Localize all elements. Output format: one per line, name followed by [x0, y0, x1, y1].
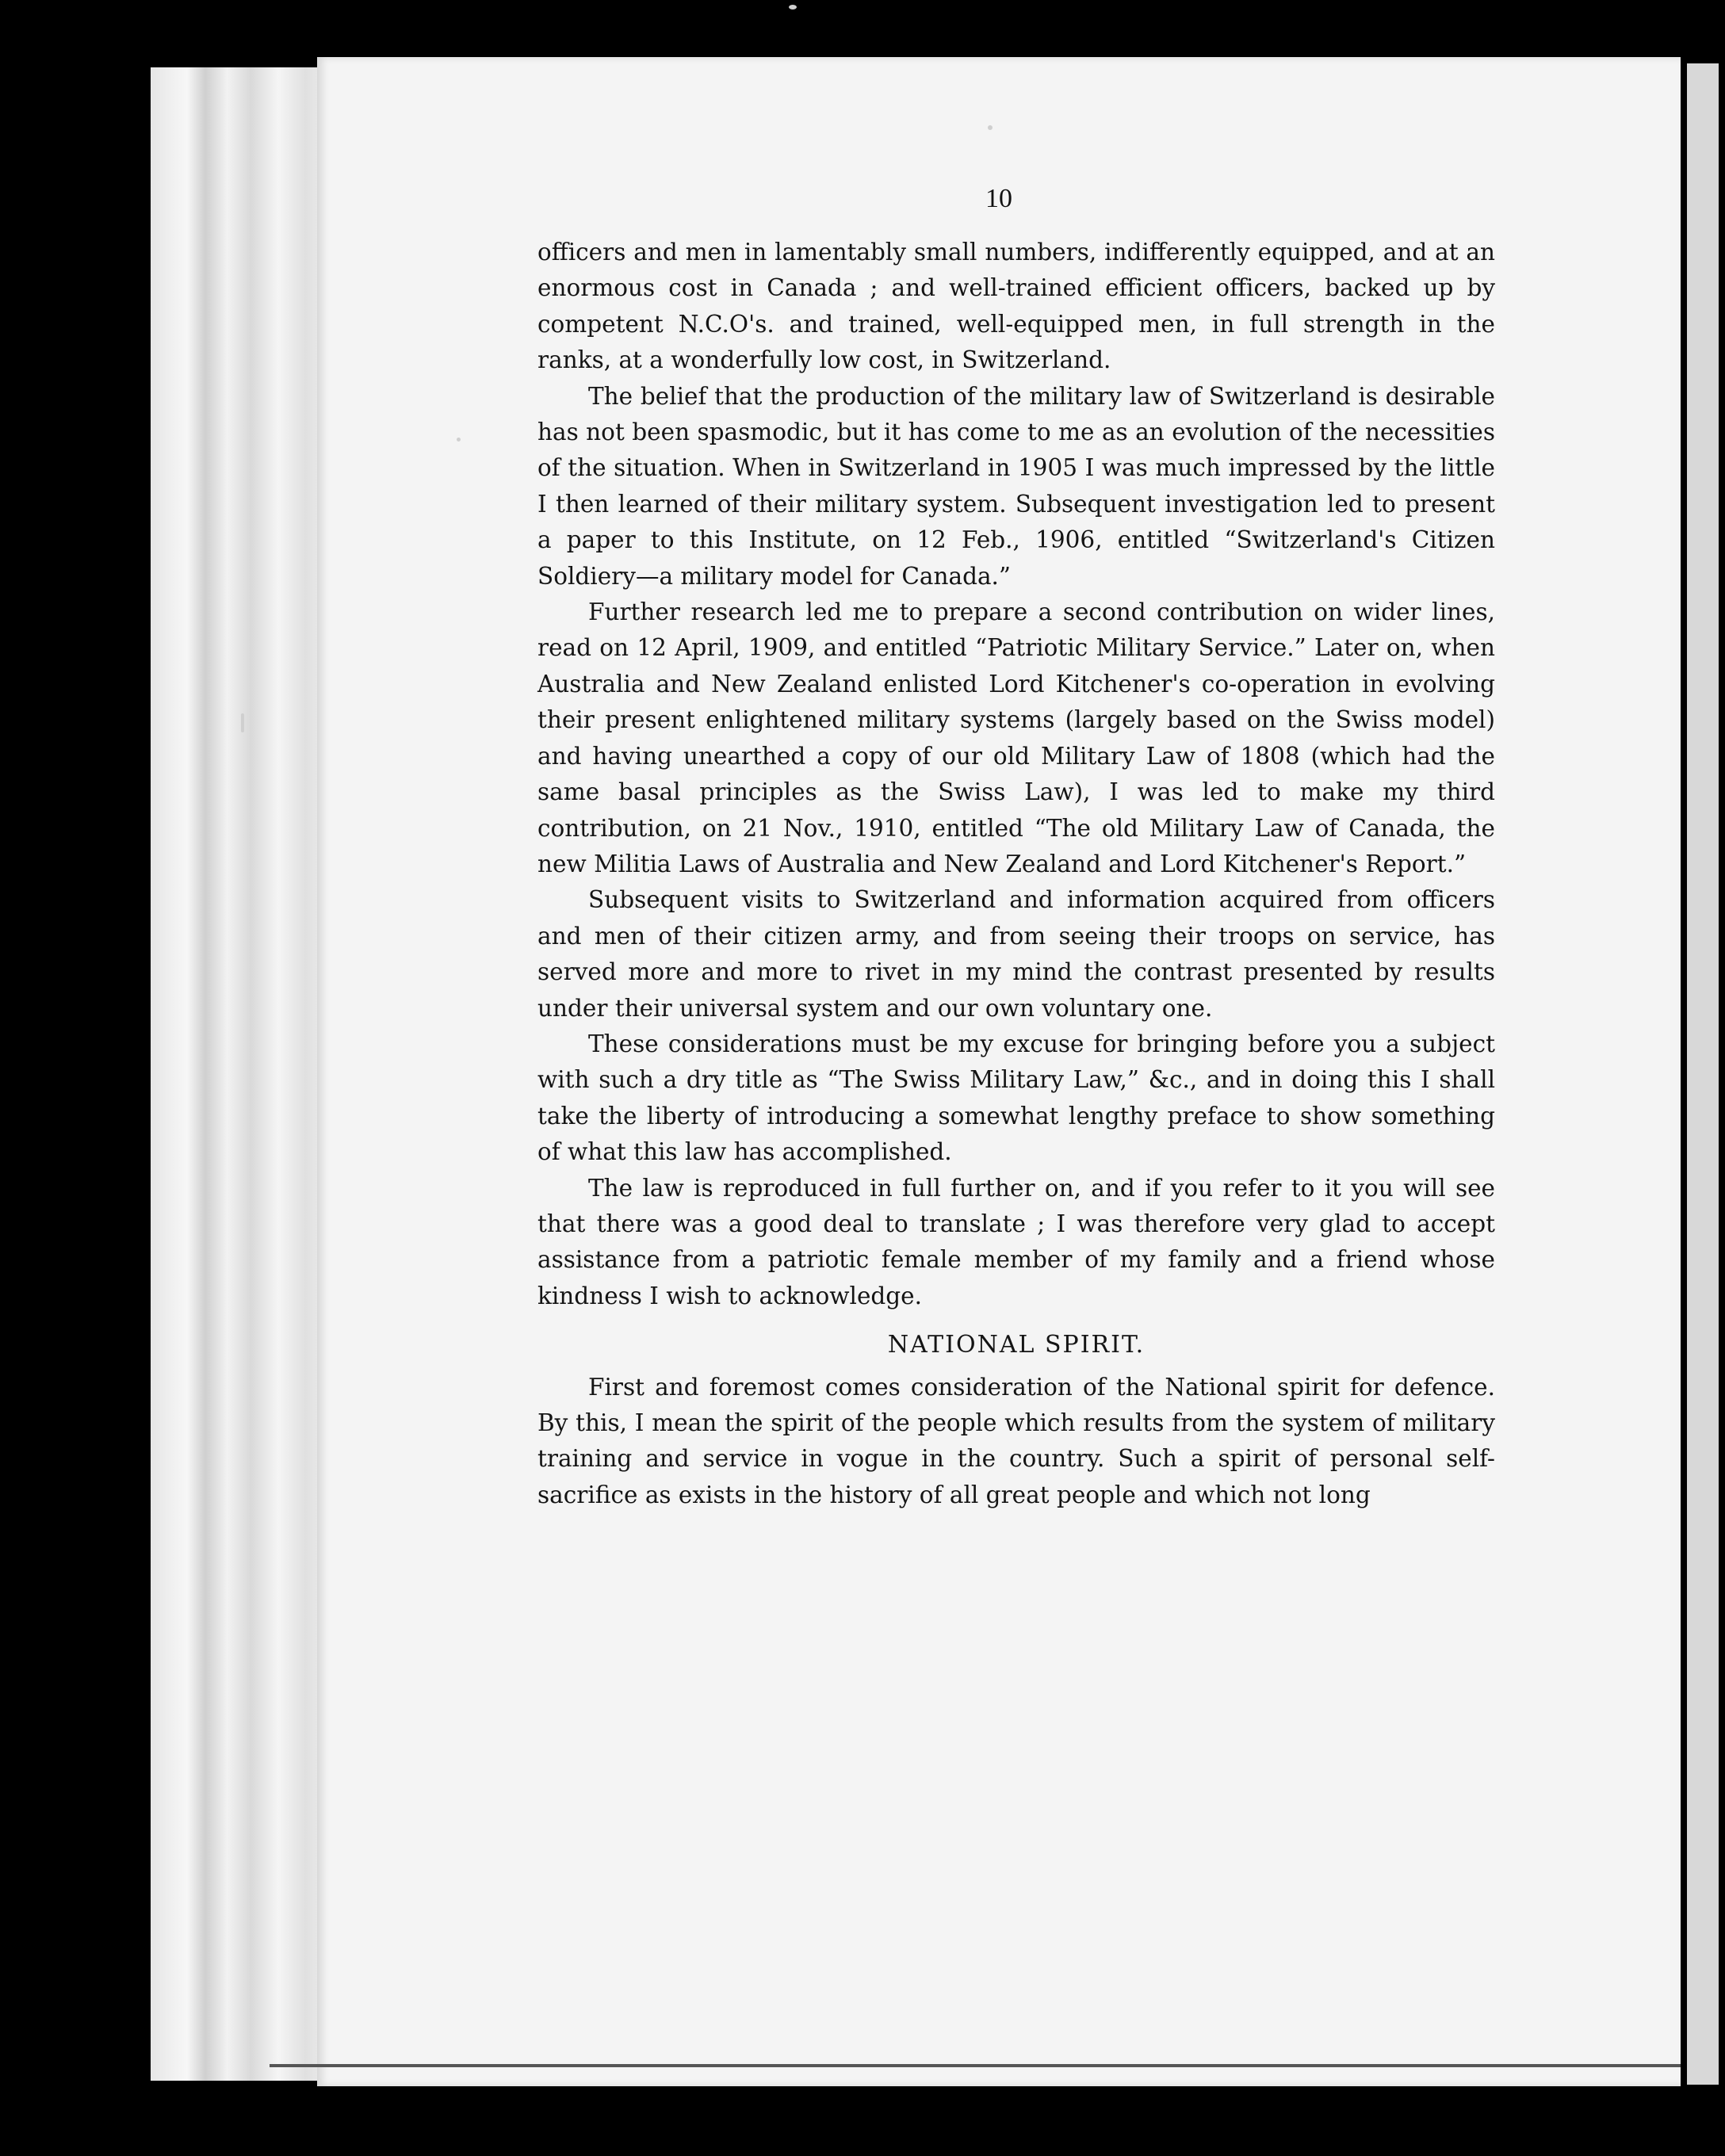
paragraph: Further research led me to prepare a second contribution on wider lines, read on 12 April, 1909, and entitled “Patriotic Military Service.” Later on, when Australia and New Zealand enlisted Lord Kitchener's co-operation in evolving their present enlightened military systems (largely based on the Swiss model) and having unearthed a copy of our old Military Law of 1808 (which had the same basal principles as the Swiss Law), I was led to make my third contribution, on 21 Nov., 1910, entitled “The old Military Law of Canada, the new Militia Laws of Australia and New Zealand and Lord Kitchener's Report.” [537, 598, 1495, 877]
page-bottom-edge [270, 2064, 1681, 2067]
scan-speck [457, 438, 461, 442]
paragraph: First and foremost comes consideration of the National spirit for defence. By this, I mean the spirit of the people which results from the system of military training and service in vogue in the country. Such a spirit of personal self-sacrifice as exists in the history of all great people and which not long [537, 1373, 1495, 1508]
paragraph: Subsequent visits to Switzerland and information acquired from officers and men of their citizen army, and from seeing their troops on service, has served more and more to rivet in my mind the contrast presented by results under their universal system and our own voluntary one. [537, 886, 1495, 1022]
book-page [317, 57, 1681, 2086]
body-text [537, 235, 1495, 1513]
adjacent-page-edge [1687, 63, 1719, 2085]
paragraph: The belief that the production of the military law of Switzerland is desirable has not been spasmodic, but it has come to me as an evolution of the necessities of the situation. When in Switzerland in 1905 I was much impressed by the little I then learned of their military system. Subsequent investigation led to present a paper to this Institute, on 12 Feb., 1906, entitled “Switzerland's Citizen Soldiery—a military model for Canada.” [537, 382, 1495, 590]
paragraph: The law is reproduced in full further on, and if you refer to it you will see that there was a good deal to translate ; I was therefore very glad to accept assistance from a patriotic female member of my family and a friend whose kindness I wish to acknowledge. [537, 1174, 1495, 1309]
scan-speck [988, 125, 993, 130]
book-page-edges [151, 67, 333, 2081]
paragraph: These considerations must be my excuse for bringing before you a subject with such a dry title as “The Swiss Military Law,” &c., and in doing this I shall take the liberty of introducing a somewhat lengthy preface to show something of what this law has accomplished. [537, 1030, 1495, 1166]
scan-speck [789, 5, 797, 10]
page-number: 10 [985, 184, 1012, 213]
section-heading: NATIONAL SPIRIT. [887, 1331, 1146, 1359]
scan-speck [241, 713, 244, 732]
paragraph-continued: officers and men in lamentably small numbers, indifferently equipped, and at an enormous cost in Canada ; and well-trained efficient officers, backed up by competent N.C.O's. and trained, well-equipped men, in full strength in the ranks, at a wonderfully low cost, in Switzerland. [537, 239, 1495, 374]
